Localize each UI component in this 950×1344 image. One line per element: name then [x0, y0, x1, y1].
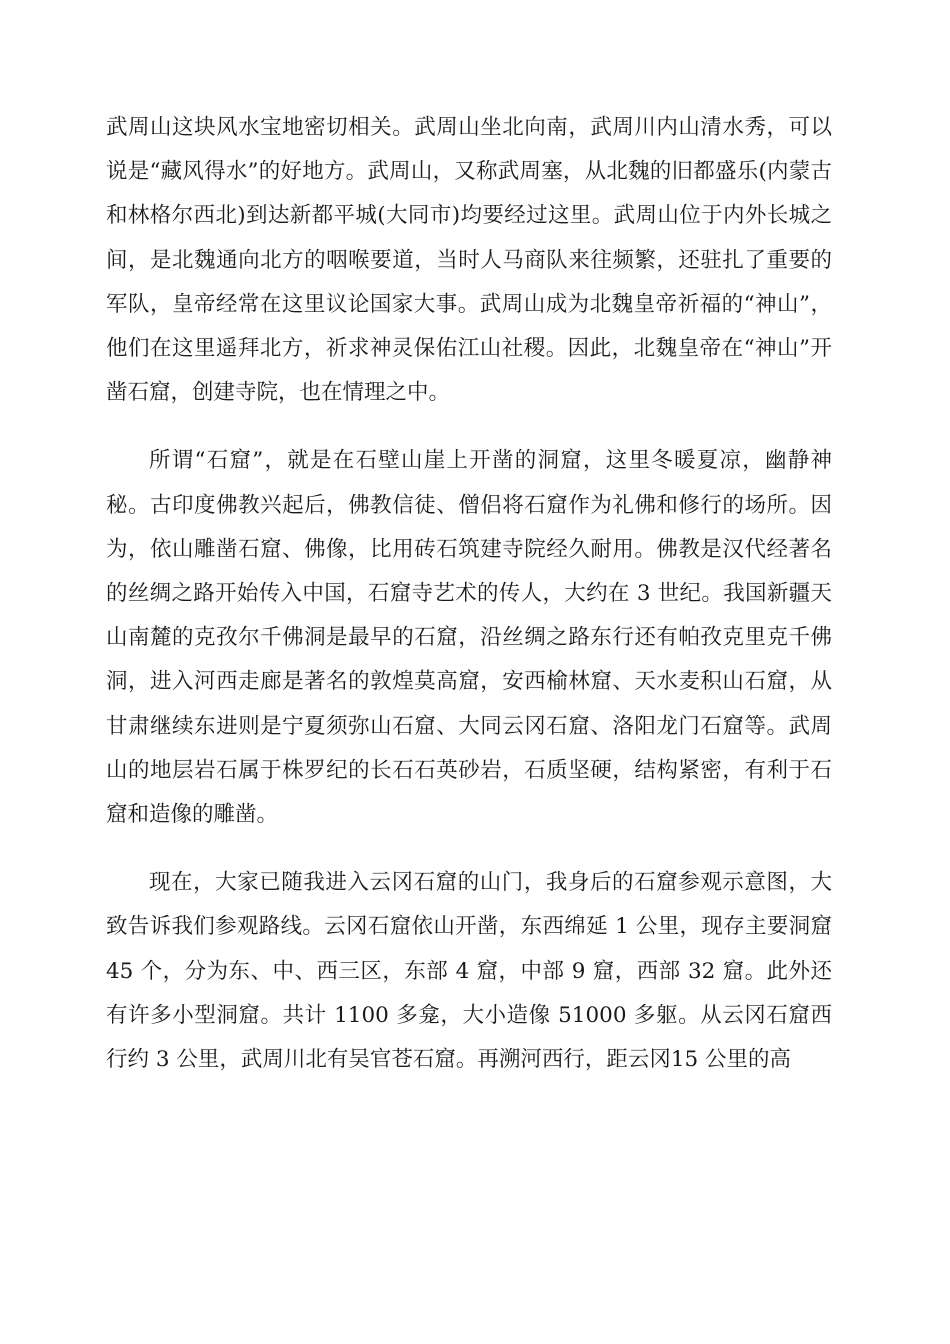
- paragraph-gap: [106, 415, 832, 439]
- paragraph-gap: [106, 837, 832, 861]
- document-body: [106, 106, 832, 1082]
- paragraph-1: 武周山这块风水宝地密切相关。武周山坐北向南，武周川内山清水秀，可以说是“藏风得水”的好地方。武周山，又称武周塞，从北魏的旧都盛乐(内蒙古和林格尔西北)到达新都平城(大同市)均要经过这里。武周山位于内外长城之间，是北魏通向北方的咽喉要道，当时人马商队来往频繁，还驻扎了重要的军队，皇帝经常在这里议论国家大事。武周山成为北魏皇帝祈福的“神山”，他们在这里遥拜北方，祈求神灵保佑江山社稷。因此，北魏皇帝在“神山”开凿石窟，创建寺院，也在情理之中。: [106, 115, 832, 406]
- paragraph-3: 现在，大家已随我进入云冈石窟的山门，我身后的石窟参观示意图，大致告诉我们参观路线。云冈石窟依山开凿，东西绵延 1 公里，现存主要洞窟 45 个，分为东、中、西三区，东部 4 窟，中部 9 窟，西部 32 窟。此外还有许多小型洞窟。共计 1100 多龛，大小造像 51000 多躯。从云冈石窟西行约 3 公里，武周川北有吴官苍石窟。再溯河西行，距云冈15 公里的高: [106, 870, 832, 1073]
- paragraph-2: 所谓“石窟”，就是在石壁山崖上开凿的洞窟，这里冬暖夏凉，幽静神秘。古印度佛教兴起后，佛教信徒、僧侣将石窟作为礼佛和修行的场所。因为，依山雕凿石窟、佛像，比用砖石筑建寺院经久耐用。佛教是汉代经著名的丝绸之路开始传入中国，石窟寺艺术的传人，大约在 3 世纪。我国新疆天山南麓的克孜尔千佛洞是最早的石窟，沿丝绸之路东行还有帕孜克里克千佛洞，进入河西走廊是著名的敦煌莫高窟，安西榆林窟、天水麦积山石窟，从甘肃继续东进则是宁夏须弥山石窟、大同云冈石窟、洛阳龙门石窟等。武周山的地层岩石属于株罗纪的长石石英砂岩，石质坚硬，结构紧密，有利于石窟和造像的雕凿。: [106, 448, 832, 828]
